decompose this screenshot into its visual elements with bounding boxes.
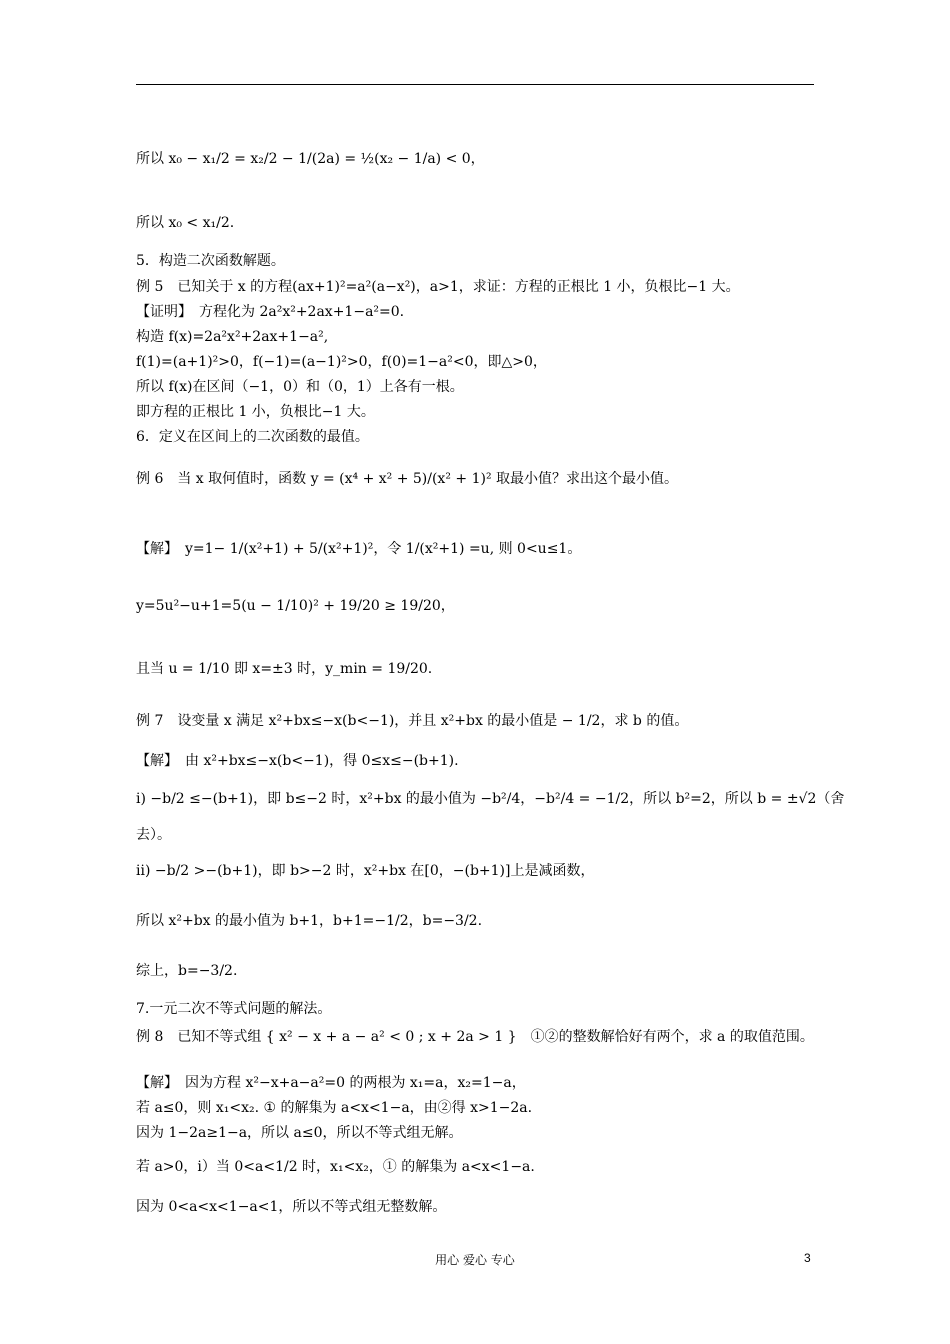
text-line: 【解】 y=1− 1/(x²+1) + 5/(x²+1)²，令 1/(x²+1) =u, 则 0<u≤1。 — [136, 541, 582, 557]
text-line: 所以 x₀ < x₁/2. — [136, 215, 235, 231]
example-title: 例 5 已知关于 x 的方程(ax+1)²=a²(a−x²)，a>1，求证：方程的正根比 1 小，负根比−1 大。 — [136, 279, 740, 295]
text-line: y=5u²−u+1=5(u − 1/10)² + 19/20 ≥ 19/20， — [136, 598, 455, 614]
text-line: 【解】 因为方程 x²−x+a−a²=0 的两根为 x₁=a，x₂=1−a， — [136, 1075, 526, 1091]
text-line: f(1)=(a+1)²>0，f(−1)=(a−1)²>0，f(0)=1−a²<0，即△>0， — [136, 354, 547, 370]
section-heading: 6．定义在区间上的二次函数的最值。 — [136, 429, 369, 445]
text-line: 【证明】 方程化为 2a²x²+2ax+1−a²=0. — [136, 304, 405, 320]
text-line: 所以 x₀ − x₁/2 = x₂/2 − 1/(2a) = ½(x₂ − 1/a) < 0， — [136, 151, 485, 167]
text-line: 综上，b=−3/2. — [136, 963, 238, 979]
text-line: 即方程的正根比 1 小，负根比−1 大。 — [136, 404, 375, 420]
text-line: 因为 0<a<x<1−a<1，所以不等式组无整数解。 — [136, 1199, 447, 1215]
example-title: 例 8 已知不等式组 { x² − x + a − a² < 0 ; x + 2a > 1 } ①②的整数解恰好有两个，求 a 的取值范围。 — [136, 1029, 814, 1045]
section-heading: 5．构造二次函数解题。 — [136, 253, 285, 269]
text-line: 若 a≤0，则 x₁<x₂. ① 的解集为 a<x<1−a，由②得 x>1−2a. — [136, 1100, 533, 1116]
text-line: 若 a>0，ⅰ）当 0<a<1/2 时，x₁<x₂，① 的解集为 a<x<1−a. — [136, 1159, 535, 1175]
text-line: ⅰ) −b/2 ≤−(b+1)，即 b≤−2 时，x²+bx 的最小值为 −b²/4，−b²/4 = −1/2，所以 b²=2，所以 b = ±√2（舍 — [136, 791, 845, 807]
text-line: 构造 f(x)=2a²x²+2ax+1−a², — [136, 329, 329, 345]
text-line: 所以 x²+bx 的最小值为 b+1，b+1=−1/2，b=−3/2. — [136, 913, 483, 929]
page-number: 3 — [804, 1251, 811, 1265]
example-title: 例 7 设变量 x 满足 x²+bx≤−x(b<−1)，并且 x²+bx 的最小值是 − 1/2，求 b 的值。 — [136, 713, 689, 729]
text-line: 【解】 由 x²+bx≤−x(b<−1)，得 0≤x≤−(b+1). — [136, 753, 459, 769]
header-rule — [136, 84, 814, 85]
text-line: 因为 1−2a≥1−a，所以 a≤0，所以不等式组无解。 — [136, 1125, 463, 1141]
text-line: 且当 u = 1/10 即 x=±3 时，y_min = 19/20. — [136, 661, 433, 677]
text-line: 去）。 — [136, 827, 171, 843]
text-line: ⅱ) −b/2 >−(b+1)，即 b>−2 时，x²+bx 在[0，−(b+1)]上是减函数， — [136, 863, 595, 879]
section-heading: 7.一元二次不等式问题的解法。 — [136, 1001, 332, 1017]
text-line: 所以 f(x)在区间（−1，0）和（0，1）上各有一根。 — [136, 379, 464, 395]
example-title: 例 6 当 x 取何值时，函数 y = (x⁴ + x² + 5)/(x² + 1)² 取最小值？求出这个最小值。 — [136, 471, 678, 487]
footer-slogan: 用心 爱心 专心 — [435, 1253, 515, 1267]
